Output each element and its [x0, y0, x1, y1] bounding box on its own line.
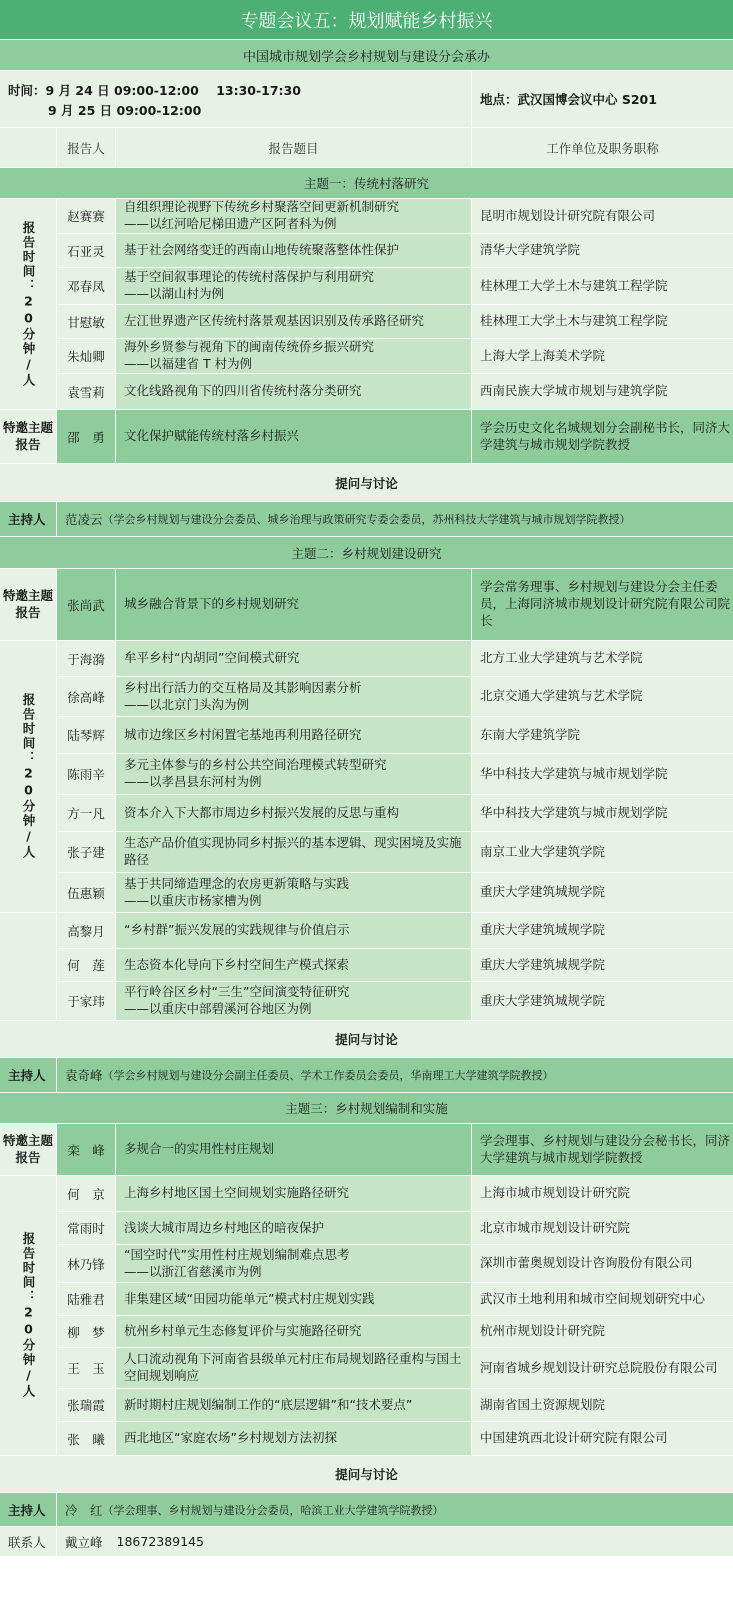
table-row — [57, 832, 733, 873]
speaker-name: 石亚灵 — [57, 234, 116, 267]
talk-topic: 上海乡村地区国土空间规划实施路径研究 — [116, 1176, 472, 1211]
discussion-row: 提问与讨论 — [0, 1456, 733, 1492]
host-name: 范凌云 — [65, 512, 103, 527]
speaker-unit: 重庆大学建筑城规学院 — [472, 913, 733, 948]
keynote-label: 特邀主题报告 — [0, 1124, 57, 1175]
host-info — [57, 502, 733, 536]
table-row — [57, 913, 733, 949]
speaker-name: 袁雪莉 — [57, 374, 116, 409]
host-row — [0, 1493, 733, 1527]
speaker-unit: 东南大学建筑学院 — [472, 717, 733, 753]
host-label: 主持人 — [0, 502, 57, 536]
contact-name: 戴立峰 — [65, 1534, 103, 1550]
talk-topic: 生态产品价值实现协同乡村振兴的基本逻辑、现实困境及实施路径 — [116, 832, 472, 872]
host-name: 袁奇峰 — [65, 1068, 103, 1083]
speaker-name: 陆琴辉 — [57, 717, 116, 753]
theme-heading-2: 主题二：乡村规划建设研究 — [0, 537, 733, 568]
speaker-unit: 清华大学建筑学院 — [472, 234, 733, 267]
time-limit-label: 报告时间：20分钟/人 — [0, 641, 57, 913]
keynote-unit: 学会历史文化名城规划分会副秘书长，同济大学建筑与城市规划学院教授 — [472, 410, 733, 463]
blank-label — [0, 913, 57, 1021]
speaker-unit: 上海市城市规划设计研究院 — [472, 1176, 733, 1211]
speaker-unit: 河南省城乡规划设计研究总院股份有限公司 — [472, 1348, 733, 1388]
host-note: （学会乡村规划与建设分会委员、城乡治理与政策研究专委会委员，苏州科技大学建筑与城市规划学院教授） — [102, 513, 631, 526]
speaker-name: 柳 梦 — [57, 1316, 116, 1347]
keynote-topic: 城乡融合背景下的乡村规划研究 — [116, 569, 472, 640]
venue: 地点：武汉国博会议中心 S201 — [472, 71, 733, 127]
speaker-name: 朱灿卿 — [57, 339, 116, 373]
speaker-name: 甘慰敏 — [57, 305, 116, 338]
table-row — [57, 199, 733, 234]
talk-topic: 左江世界遗产区传统村落景观基因识别及传承路径研究 — [116, 305, 472, 338]
contact-label: 联系人 — [0, 1527, 57, 1556]
speaker-unit: 桂林理工大学土木与建筑工程学院 — [472, 305, 733, 338]
host-row — [0, 1058, 733, 1093]
speaker-unit: 武汉市土地利用和城市空间规划研究中心 — [472, 1283, 733, 1315]
speaker-name: 陈雨辛 — [57, 754, 116, 794]
table-row — [57, 754, 733, 795]
table-row — [57, 268, 733, 305]
speaker-name: 邓春凤 — [57, 268, 116, 304]
host-info — [57, 1493, 733, 1526]
talk-topic: 基于共同缔造理念的农房更新策略与实践 ——以重庆市杨家槽为例 — [116, 873, 472, 912]
talk-topic: 人口流动视角下河南省县级单元村庄布局规划路径重构与国土空间规划响应 — [116, 1348, 472, 1388]
speaker-name: 张 曦 — [57, 1422, 116, 1455]
table-row — [57, 641, 733, 677]
time-block — [0, 71, 472, 127]
contact-info — [57, 1527, 733, 1556]
table-row — [57, 1212, 733, 1245]
keynote-label: 特邀主题报告 — [0, 410, 57, 463]
speaker-unit: 北方工业大学建筑与艺术学院 — [472, 641, 733, 676]
host-row — [0, 502, 733, 537]
speaker-unit: 西南民族大学城市规划与建筑学院 — [472, 374, 733, 409]
talk-group-2b — [0, 913, 733, 1021]
table-row — [57, 1283, 733, 1316]
keynote-speaker: 栾 峰 — [57, 1124, 116, 1175]
speaker-unit: 湖南省国土资源规划院 — [472, 1389, 733, 1421]
host-name: 冷 红 — [65, 1502, 103, 1518]
speaker-name: 何 京 — [57, 1176, 116, 1211]
talk-group-1 — [0, 199, 733, 410]
table-row — [57, 1422, 733, 1456]
speaker-name: 于家玮 — [57, 982, 116, 1020]
host-info — [57, 1058, 733, 1092]
table-row — [57, 1316, 733, 1348]
talk-topic: “国空时代”实用性村庄规划编制难点思考 ——以浙江省慈溪市为例 — [116, 1245, 472, 1282]
speaker-unit: 重庆大学建筑城规学院 — [472, 982, 733, 1020]
time-line-2: 9 月 25 日 09:00-12:00 — [48, 103, 202, 118]
speaker-unit: 中国建筑西北设计研究院有限公司 — [472, 1422, 733, 1455]
discussion-row: 提问与讨论 — [0, 464, 733, 501]
talk-topic: 浅谈大城市周边乡村地区的暗夜保护 — [116, 1212, 472, 1244]
talk-topic: 平行岭谷区乡村“三生”空间演变特征研究 ——以重庆中部碧溪河谷地区为例 — [116, 982, 472, 1020]
contact-phone: 18672389145 — [116, 1534, 204, 1549]
speaker-unit: 重庆大学建筑城规学院 — [472, 873, 733, 912]
speaker-name: 于海漪 — [57, 641, 116, 676]
table-row — [57, 873, 733, 913]
speaker-name: 常雨时 — [57, 1212, 116, 1244]
keynote-row — [0, 569, 733, 641]
speaker-unit: 北京交通大学建筑与艺术学院 — [472, 677, 733, 716]
host-label: 主持人 — [0, 1493, 57, 1526]
table-row — [57, 982, 733, 1021]
theme-heading-1: 主题一：传统村落研究 — [0, 168, 733, 198]
keynote-row — [0, 1124, 733, 1176]
speaker-unit: 桂林理工大学土木与建筑工程学院 — [472, 268, 733, 304]
header-unit: 工作单位及职务职称 — [472, 128, 733, 167]
column-header-row — [0, 128, 733, 168]
table-row — [57, 1389, 733, 1422]
talk-topic: 资本介入下大都市周边乡村振兴发展的反思与重构 — [116, 795, 472, 831]
talk-topic: 西北地区“家庭农场”乡村规划方法初探 — [116, 1422, 472, 1455]
speaker-unit: 南京工业大学建筑学院 — [472, 832, 733, 872]
keynote-topic: 多规合一的实用性村庄规划 — [116, 1124, 472, 1175]
talk-topic: 多元主体参与的乡村公共空间治理模式转型研究 ——以孝昌县东河村为例 — [116, 754, 472, 794]
talk-topic: 基于社会网络变迁的西南山地传统聚落整体性保护 — [116, 234, 472, 267]
speaker-name: 王 玉 — [57, 1348, 116, 1388]
speaker-name: 徐高峰 — [57, 677, 116, 716]
keynote-unit: 学会理事、乡村规划与建设分会秘书长，同济大学建筑与城市规划学院教授 — [472, 1124, 733, 1175]
keynote-row — [0, 410, 733, 464]
table-row — [57, 677, 733, 717]
talk-topic: 城市边缘区乡村闲置宅基地再利用路径研究 — [116, 717, 472, 753]
table-row — [57, 717, 733, 754]
page-title: 专题会议五：规划赋能乡村振兴 — [0, 0, 733, 39]
time-label: 时间： — [8, 83, 46, 98]
organizer-line: 中国城市规划学会乡村规划与建设分会承办 — [0, 40, 733, 70]
speaker-unit: 上海大学上海美术学院 — [472, 339, 733, 373]
time-limit-label: 报告时间：20分钟/人 — [0, 1176, 57, 1456]
keynote-speaker: 邵 勇 — [57, 410, 116, 463]
table-row — [57, 374, 733, 410]
speaker-name: 方一凡 — [57, 795, 116, 831]
talk-topic: 杭州乡村单元生态修复评价与实施路径研究 — [116, 1316, 472, 1347]
speaker-unit: 深圳市蕾奥规划设计咨询股份有限公司 — [472, 1245, 733, 1282]
talk-topic: 文化线路视角下的四川省传统村落分类研究 — [116, 374, 472, 409]
host-note: （学会乡村规划与建设分会副主任委员、学术工作委员会委员，华南理工大学建筑学院教授） — [102, 1069, 554, 1082]
table-row — [57, 1348, 733, 1389]
speaker-name: 伍惠颖 — [57, 873, 116, 912]
table-row — [57, 234, 733, 268]
speaker-unit: 华中科技大学建筑与城市规划学院 — [472, 795, 733, 831]
table-row — [57, 795, 733, 832]
table-row — [57, 339, 733, 374]
talk-topic: 乡村出行活力的交互格局及其影响因素分析 ——以北京门头沟为例 — [116, 677, 472, 716]
keynote-speaker: 张尚武 — [57, 569, 116, 640]
time-line-1: 9 月 24 日 09:00-12:00 13:30-17:30 — [45, 83, 301, 98]
speaker-name: 何 莲 — [57, 949, 116, 981]
talk-topic: 非集建区域“田园功能单元”模式村庄规划实践 — [116, 1283, 472, 1315]
host-note: （学会理事、乡村规划与建设分会委员，哈滨工业大学建筑学院教授） — [102, 1503, 444, 1517]
talk-topic: 基于空间叙事理论的传统村落保护与利用研究 ——以湖山村为例 — [116, 268, 472, 304]
speaker-unit: 北京市城市规划设计研究院 — [472, 1212, 733, 1244]
talk-topic: 牟平乡村“内胡同”空间模式研究 — [116, 641, 472, 676]
header-name: 报告人 — [57, 128, 116, 167]
talk-group-3 — [0, 1176, 733, 1456]
host-label: 主持人 — [0, 1058, 57, 1092]
speaker-name: 林乃锋 — [57, 1245, 116, 1282]
time-limit-label: 报告时间：20分钟/人 — [0, 199, 57, 410]
keynote-topic: 文化保护赋能传统村落乡村振兴 — [116, 410, 472, 463]
table-row — [57, 949, 733, 982]
speaker-name: 张瑞霞 — [57, 1389, 116, 1421]
talk-topic: 新时期村庄规划编制工作的“底层逻辑”和“技术要点” — [116, 1389, 472, 1421]
contact-row — [0, 1527, 733, 1557]
table-row — [57, 1176, 733, 1212]
table-row — [57, 1245, 733, 1283]
header-topic: 报告题目 — [116, 128, 472, 167]
table-row — [57, 305, 733, 339]
talk-topic: 生态资本化导向下乡村空间生产模式探索 — [116, 949, 472, 981]
speaker-name: 赵赛赛 — [57, 199, 116, 233]
speaker-name: 陆雅君 — [57, 1283, 116, 1315]
speaker-unit: 杭州市规划设计研究院 — [472, 1316, 733, 1347]
speaker-unit: 重庆大学建筑城规学院 — [472, 949, 733, 981]
keynote-unit: 学会常务理事、乡村规划与建设分会主任委员，上海同济城市规划设计研究院有限公司院长 — [472, 569, 733, 640]
speaker-name: 张子建 — [57, 832, 116, 872]
talk-group-2 — [0, 641, 733, 913]
speaker-unit: 华中科技大学建筑与城市规划学院 — [472, 754, 733, 794]
speaker-unit: 昆明市规划设计研究院有限公司 — [472, 199, 733, 233]
header-blank — [0, 128, 57, 167]
talk-topic: “乡村群”振兴发展的实践规律与价值启示 — [116, 913, 472, 948]
keynote-label: 特邀主题报告 — [0, 569, 57, 640]
theme-heading-3: 主题三：乡村规划编制和实施 — [0, 1093, 733, 1123]
talk-topic: 自组织理论视野下传统乡村聚落空间更新机制研究 ——以红河哈尼梯田遗产区阿者科为例 — [116, 199, 472, 233]
discussion-row: 提问与讨论 — [0, 1021, 733, 1057]
speaker-name: 高黎月 — [57, 913, 116, 948]
talk-topic: 海外乡贤参与视角下的闽南传统侨乡振兴研究 ——以福建省 T 村为例 — [116, 339, 472, 373]
